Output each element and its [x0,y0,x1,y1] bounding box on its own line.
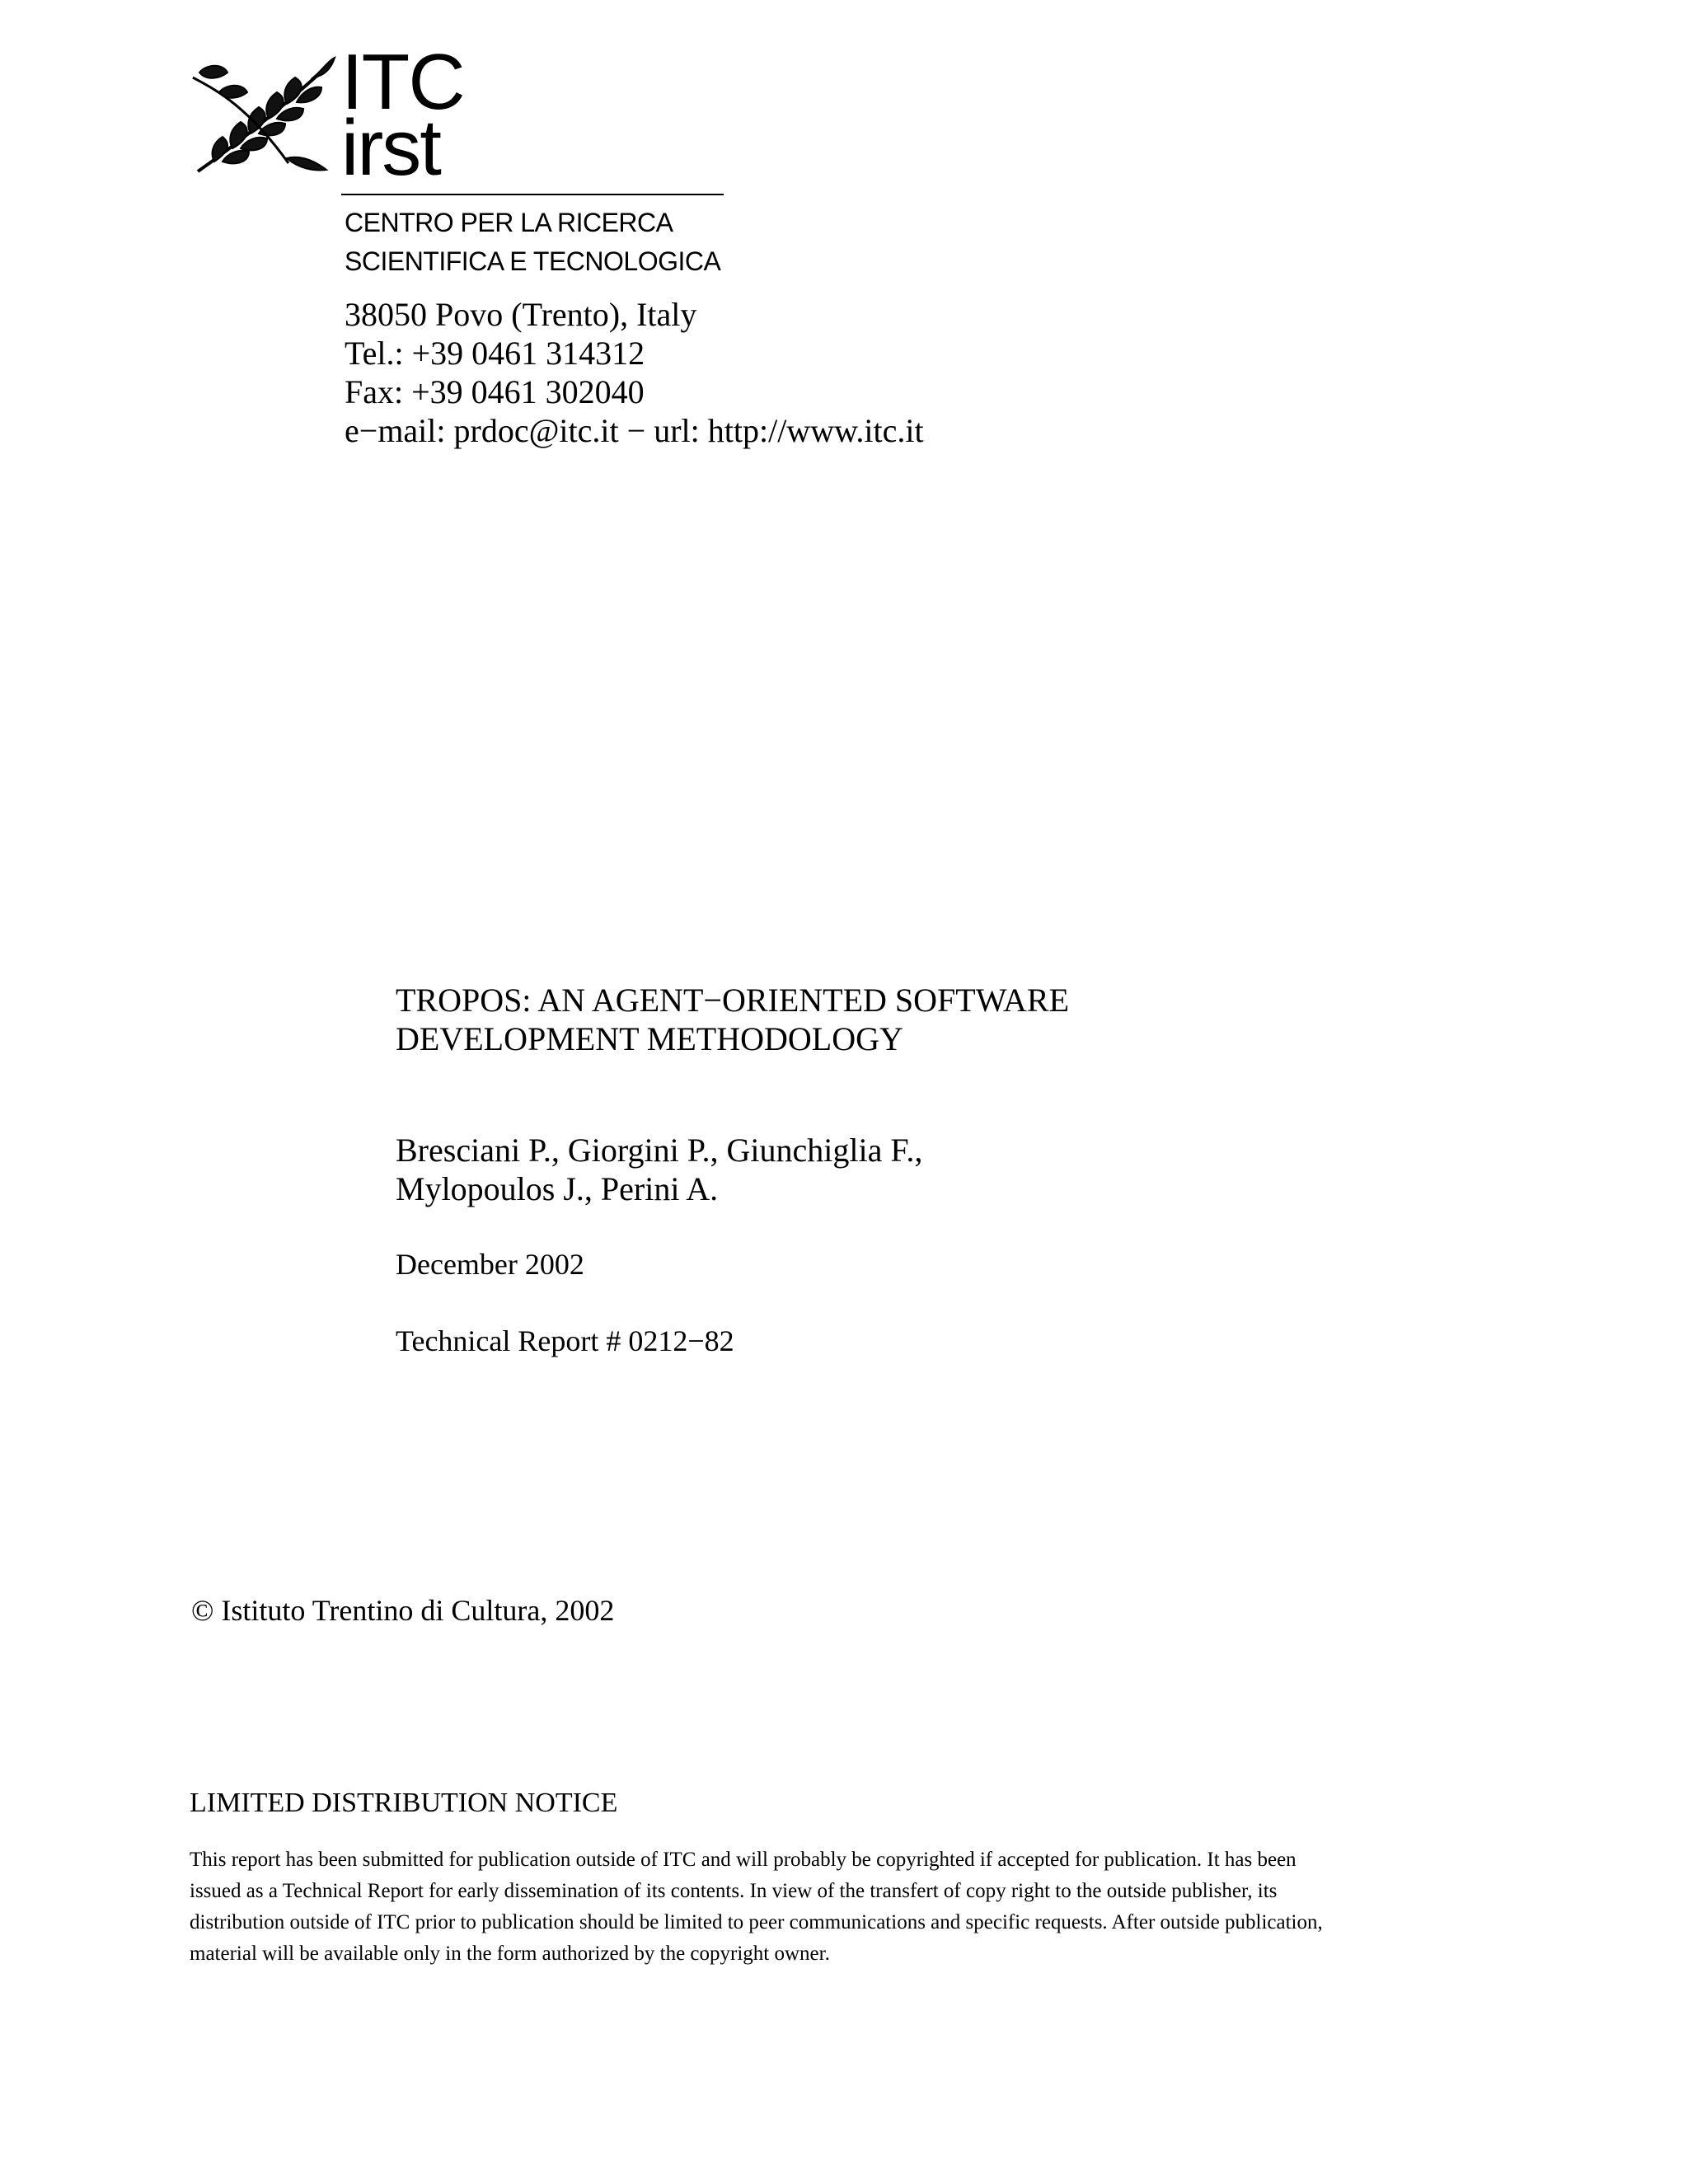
authors-line-1: Bresciani P., Giorgini P., Giunchiglia F., [396,1132,923,1169]
logo-wordmark-irst: irst [341,104,440,192]
email-and-url: e−mail: prdoc@itc.it − url: http://www.itc.it [345,412,924,449]
notice-line: distribution outside of ITC prior to publication should be limited to peer communications and specific requests. After outside publication, [190,1911,1323,1933]
laurel-branch-emblem [190,56,338,181]
address: 38050 Povo (Trento), Italy [345,296,697,333]
notice-line: This report has been submitted for publication outside of ITC and will probably be copyrighted if accepted for publication. It has been [190,1849,1296,1871]
authors-line-2: Mylopoulos J., Perini A. [396,1170,719,1207]
logo-divider [341,194,724,195]
report-title-line-2: DEVELOPMENT METHODOLOGY [396,1020,903,1057]
report-number: Technical Report # 0212−82 [396,1324,734,1357]
organization-name-line-1: CENTRO PER LA RICERCA [345,208,673,237]
notice-body [190,1844,1508,1970]
organization-name-line-2: SCIENTIFICA E TECNOLOGICA [345,246,721,276]
fax: Fax: +39 0461 302040 [345,373,645,410]
telephone: Tel.: +39 0461 314312 [345,335,645,372]
copyright-notice: © Istituto Trentino di Cultura, 2002 [191,1594,615,1627]
report-date: December 2002 [396,1248,584,1281]
logo-wordmark-itc: ITC [341,38,464,126]
notice-heading: LIMITED DISTRIBUTION NOTICE [190,1788,618,1818]
report-title-line-1: TROPOS: AN AGENT−ORIENTED SOFTWARE [396,982,1070,1019]
notice-line: issued as a Technical Report for early dissemination of its contents. In view of the transfert of copy right to the outside publisher, its [190,1880,1278,1902]
notice-line: material will be available only in the form authorized by the copyright owner. [190,1943,830,1965]
